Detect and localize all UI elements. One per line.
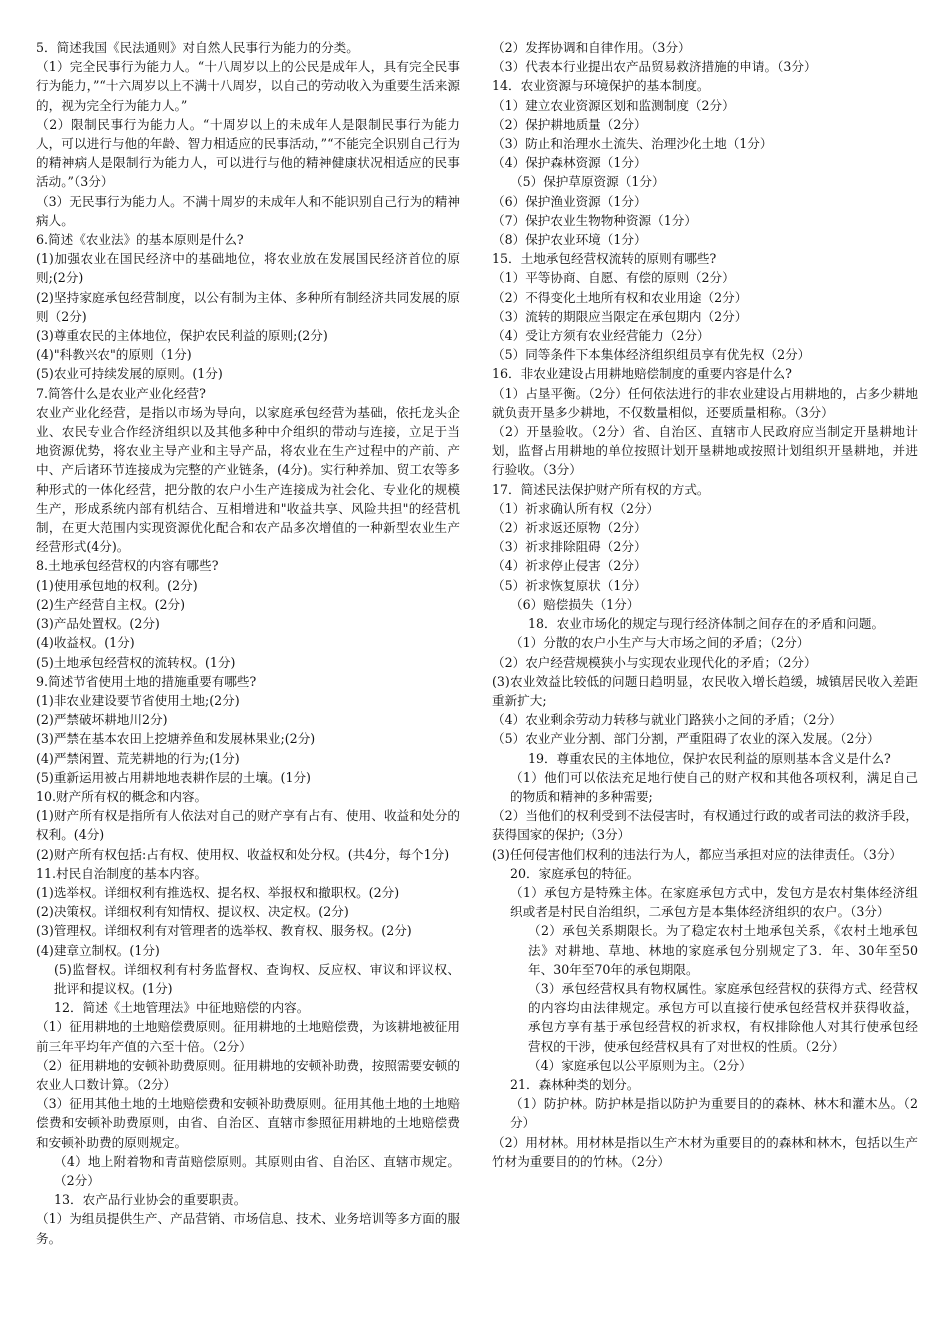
paragraph: 15．土地承包经营权流转的原则有哪些? [492, 251, 717, 267]
paragraph: (1)财产所有权是指所有人依法对自己的财产享有占有、使用、收益和处分的权利。(4分) [36, 808, 460, 843]
paragraph: （3）防止和治理水土流失、治理沙化土地（1分） [492, 136, 773, 152]
paragraph: 13．农产品行业协会的重要职责。 [54, 1192, 247, 1208]
paragraph: （3）代表本行业提出农产品贸易救济措施的申请。（3分） [492, 59, 817, 75]
paragraph: （1）征用耕地的土地赔偿费原则。征用耕地的土地赔偿费，为该耕地被征用前三年平均年产值的六至十倍。（2分） [36, 1019, 460, 1054]
paragraph: 5．简述我国《民法通则》对自然人民事行为能力的分类。 [36, 40, 359, 55]
paragraph: (2)坚持家庭承包经营制度，以公有制为主体、多种所有制经济共同发展的原则（2分) [36, 289, 460, 324]
paragraph: （2）限制民事行为能力人。“十周岁以上的未成年人是限制民事行为能力人，可以进行与他的年龄、智力相适应的民事活动，”“不能完全识别自己行为的精神病人是限制行为能力人，可以进行与他的精神健康状况相适应的民事活动。”（3分） [36, 116, 460, 190]
paragraph: （1）祈求确认所有权（2分） [492, 500, 660, 516]
paragraph: （3）流转的期限应当限定在承包期内（2分） [492, 308, 748, 324]
paragraph: 20．家庭承包的特征。 [510, 865, 640, 881]
paragraph: (5)重新运用被占用耕地地表耕作层的土壤。(1分) [36, 769, 311, 785]
paragraph: 18．农业市场化的规定与现行经济体制之间存在的矛盾和问题。 [528, 616, 885, 632]
paragraph: （5）祈求恢复原状（1分） [492, 577, 647, 593]
paragraph: （1）承包方是特殊主体。在家庭承包方式中，发包方是农村集体经济组织或者是村民自治组织，二承包方是本集体经济组织的农户。（3分） [510, 884, 918, 920]
paragraph: （4）受让方须有农业经营能力（2分） [492, 328, 710, 344]
paragraph: (1)非农业建设要节省使用土地;(2分) [36, 692, 240, 708]
paragraph: （2）征用耕地的安顿补助费原则。征用耕地的安顿补助费，按照需要安顿的农业人口数计算。（2分） [36, 1057, 460, 1092]
paragraph: （2）开垦验收。（2分）省、自治区、直辖市人民政府应当制定开垦耕地计划，监督占用耕地的单位按照计划开垦耕地或按照计划组织开垦耕地，并进行验收。（3分） [492, 424, 918, 478]
paragraph: (5)土地承包经营权的流转权。(1分) [36, 654, 236, 670]
paragraph: （2）祈求返还原物（2分） [492, 520, 647, 536]
paragraph: (4)收益权。(1分) [36, 635, 135, 651]
paragraph: （2）当他们的权利受到不法侵害时，有权通过行政的或者司法的救济手段，获得国家的保护;（3分） [492, 808, 918, 843]
paragraph: (4)"科教兴农"的原则（1分) [36, 347, 192, 363]
paragraph: （1）他们可以依法充足地行使自己的财产权和其他各项权利，满足自己的物质和精神的多种需要; [510, 769, 918, 804]
paragraph: （4）地上附着物和青苗赔偿原则。其原则由省、自治区、直辖市规定。（2分） [54, 1153, 460, 1188]
paragraph: 7.简答什么是农业产业化经营? [36, 385, 206, 401]
paragraph: 16．非农业建设占用耕地赔偿制度的重要内容是什么? [492, 366, 792, 382]
paragraph: （2）承包关系期限长。为了稳定农村土地承包关系，《农村土地承包法》对耕地、草地、林地的家庭承包分别规定了3．年、30年至50年、30年至70年的承包期限。 [528, 923, 918, 977]
paragraph: 21．森林种类的划分。 [510, 1076, 640, 1092]
paragraph: 6.简述《农业法》的基本原则是什么? [36, 232, 244, 248]
paragraph: (1)使用承包地的权利。(2分) [36, 577, 198, 593]
paragraph: 农业产业化经营，是指以市场为导向，以家庭承包经营为基础，依托龙头企业、农民专业合作经济组织以及其他多种中介组织的带动与连接，立足于当地资源优势，将农业主导产业和主导产品，将农业在生产过程中的产前、产中、产后诸环节连接成为完整的产业链条，(4分)。实行种养加、贸工农等多种形式的一体化经营，把分散的农户小生产连接成为社会化、专业化的规模生产，形成系统内部有机结合、互相增进和"收益共享、风险共担"的经营机制，在更大范围内实现资源优化配合和农产品多次增值的一种新型农业生产经营形式(4分)。 [36, 404, 460, 555]
paragraph: (2)决策权。详细权利有知情权、提议权、决定权。(2分) [36, 904, 349, 920]
right-column [492, 38, 918, 1171]
paragraph: （5）保护草原资源（1分） [510, 174, 665, 190]
paragraph: 14．农业资源与环境保护的基本制度。 [492, 78, 710, 94]
paragraph: （1）防护林。防护林是指以防护为重要目的的森林、林木和灌木丛。（2分） [510, 1096, 918, 1131]
paragraph: (3)农业效益比较低的问题日趋明显，农民收入增长趋缓，城镇居民收入差距重新扩大; [492, 673, 918, 708]
paragraph: (3)严禁在基本农田上挖塘养鱼和发展林果业;(2分) [36, 731, 316, 747]
paragraph: 9.简述节省使用土地的措施重要有哪些? [36, 673, 257, 689]
paragraph: (3)尊重农民的主体地位，保护农民利益的原则;(2分) [36, 328, 328, 344]
paragraph: （3）祈求排除阻碍（2分） [492, 539, 647, 555]
paragraph: （3）无民事行为能力人。不满十周岁的未成年人和不能识别自己行为的精神病人。 [36, 193, 460, 228]
paragraph: 12．简述《土地管理法》中征地赔偿的内容。 [54, 1000, 310, 1016]
paragraph: （1）完全民事行为能力人。“十八周岁以上的公民是成年人，具有完全民事行为能力，”“十六周岁以上不满十八周岁，以自己的劳动收入为重要生活来源的，视为完全行为能力人。” [36, 59, 460, 113]
paragraph: （2）用材林。用材林是指以生产木材为重要目的的森林和林木，包括以生产竹材为重要目的的竹林。（2分） [492, 1134, 918, 1169]
paragraph: (2)财产所有权包括:占有权、使用权、收益权和处分权。(共4分，每个1分) [36, 846, 450, 862]
paragraph: (3)产品处置权。(2分) [36, 616, 160, 632]
paragraph: （5）农业产业分割、部门分割，严重阻碍了农业的深入发展。（2分） [492, 731, 880, 747]
paragraph: 10.财产所有权的概念和内容。 [36, 788, 208, 804]
paragraph: (5)监督权。详细权利有村务监督权、查询权、反应权、审议和评议权、批评和提议权。(1分) [54, 961, 460, 996]
paragraph: (3)管理权。详细权利有对管理者的选举权、教育权、服务权。(2分) [36, 923, 412, 939]
paragraph: (5)农业可持续发展的原则。(1分) [36, 366, 223, 382]
paragraph: (2)严禁破坏耕地川2分) [36, 712, 168, 728]
paragraph: （5）同等条件下本集体经济组织组员享有优先权（2分） [492, 347, 811, 363]
paragraph: 17．简述民法保护财产所有权的方式。 [492, 481, 710, 497]
paragraph: 11.村民自治制度的基本内容。 [36, 865, 208, 881]
paragraph: （2）农户经营规模狭小与实现农业现代化的矛盾；（2分） [492, 654, 817, 670]
paragraph: 8.土地承包经营权的内容有哪些? [36, 558, 219, 574]
paragraph: (4)严禁闲置、荒芜耕地的行为;(1分) [36, 750, 240, 766]
paragraph: （7）保护农业生物物种资源（1分） [492, 212, 697, 228]
paragraph: （4）家庭承包以公平原则为主。（2分） [528, 1057, 752, 1073]
paragraph: （2）不得变化土地所有权和农业用途（2分） [492, 289, 748, 305]
paragraph: （6）赔偿损失（1分） [510, 596, 640, 612]
paragraph: （1）占垦平衡。（2分）任何依法进行的非农业建设占用耕地的，占多少耕地就负责开垦多少耕地，不仅数量相似，还要质量相称。（3分） [492, 385, 918, 420]
paragraph: (1)加强农业在国民经济中的基础地位，将农业放在发展国民经济首位的原则;(2分) [36, 251, 460, 286]
paragraph: (4)建章立制权。(1分) [36, 942, 160, 958]
paragraph: （3）征用其他土地的土地赔偿费和安顿补助费原则。征用其他土地的土地赔偿费和安顿补助费原则，由省、自治区、直辖市参照征用耕地的土地赔偿费和安顿补助费的原则规定。 [36, 1096, 460, 1150]
paragraph: （6）保护渔业资源（1分） [492, 193, 647, 209]
paragraph: （1）平等协商、自愿、有偿的原则（2分） [492, 270, 735, 286]
paragraph: （2）发挥协调和自律作用。（3分） [492, 40, 691, 55]
paragraph: (3)任何侵害他们权利的违法行为人，都应当承担对应的法律责任。（3分） [492, 846, 902, 862]
paragraph: （4）保护森林资源（1分） [492, 155, 647, 171]
paragraph: 19．尊重农民的主体地位，保护农民利益的原则基本含义是什么? [528, 750, 891, 766]
paragraph: （4）农业剩余劳动力转移与就业门路狭小之间的矛盾；（2分） [492, 712, 842, 728]
paragraph: （1）建立农业资源区划和监测制度（2分） [492, 97, 735, 113]
paragraph: （1）为组员提供生产、产品营销、市场信息、技术、业务培训等多方面的服务。 [36, 1211, 460, 1246]
paragraph: （1）分散的农户小生产与大市场之间的矛盾；（2分） [510, 635, 810, 651]
paragraph: (2)生产经营自主权。(2分) [36, 596, 186, 612]
paragraph: （4）祈求停止侵害（2分） [492, 558, 647, 574]
paragraph: （2）保护耕地质量（2分） [492, 116, 647, 132]
left-column [36, 38, 460, 1248]
paragraph: (1)选举权。详细权利有推选权、提名权、举报权和撤职权。(2分) [36, 884, 400, 900]
paragraph: （8）保护农业环境（1分） [492, 232, 647, 248]
paragraph: （3）承包经营权具有物权属性。家庭承包经营权的获得方式、经营权的内容均由法律规定。承包方可以直接行使承包经营权并获得收益，承包方享有基于承包经营权的祈求权，有权排除他人对其行使承包经营权的干涉，使承包经营权具有了对世权的性质。（2分） [528, 980, 918, 1054]
